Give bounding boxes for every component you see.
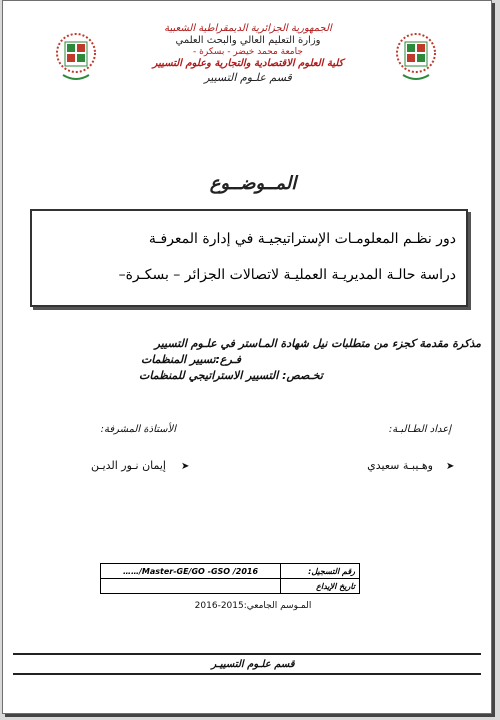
deposit-date	[101, 579, 281, 594]
institution-header	[133, 23, 363, 85]
ministry-line: وزارة التعليم العالي والبحث العلمي	[175, 35, 321, 46]
student-name: وهـيبـة سعيدي	[367, 459, 433, 472]
deposit-label: تاريخ الإيداع	[281, 579, 360, 594]
supervisor-name: إيمان نـور الديـن	[90, 459, 166, 472]
republic-line: الجمهورية الجزائرية الديمقراطية الشعبية	[164, 23, 332, 34]
table-row	[101, 564, 360, 579]
university-logo-left	[55, 31, 97, 89]
university-line: جامعة محمد خيضر - بسكرة -	[193, 47, 303, 57]
memo-specialty: تخـصص: التسيير الاستراتيجي للمنظمات	[139, 369, 323, 382]
thesis-title: دور نظـم المعلومـات الإستراتيجيـة في إدارة المعرفـة	[148, 231, 456, 247]
registration-number: ……/Master-GE/GO -GSO /2016	[101, 564, 281, 579]
footer-divider-bottom	[13, 673, 481, 675]
memo-branch: فـرع:تسيير المنظمات	[140, 353, 242, 366]
arrow-bullet-icon: ➤	[181, 461, 190, 472]
academic-year: المـوسم الجامعي:2015-2016	[194, 601, 312, 611]
arrow-bullet-icon: ➤	[446, 461, 455, 472]
document-page	[2, 0, 492, 714]
registration-table	[100, 563, 360, 594]
faculty-line: كلية العلوم الاقتصادية والتجارية وعلوم التسيير	[152, 58, 344, 69]
footer-divider-top	[13, 653, 481, 655]
footer-department: قسم علـوم التسييـر	[211, 659, 295, 670]
subject-heading: المــوضــوع	[209, 173, 297, 194]
table-row	[101, 579, 360, 594]
memo-description: مذكرة مقدمة كجزء من متطلبات نيل شهادة المـاستر في علـوم التسيير	[154, 337, 481, 350]
supervisor-label: الأستاذة المشرفة:	[100, 424, 176, 435]
department-line: قسم علـوم التسيير	[204, 71, 292, 84]
university-logo-right	[395, 31, 437, 89]
thesis-subtitle: دراسة حالـة المديريـة العمليـة لاتصالات الجزائر – بسكـرة–	[118, 267, 456, 283]
thesis-title-box	[30, 209, 468, 307]
student-label: إعداد الطـالبـة:	[388, 424, 451, 435]
registration-label: رقم التسجيل:	[281, 564, 360, 579]
